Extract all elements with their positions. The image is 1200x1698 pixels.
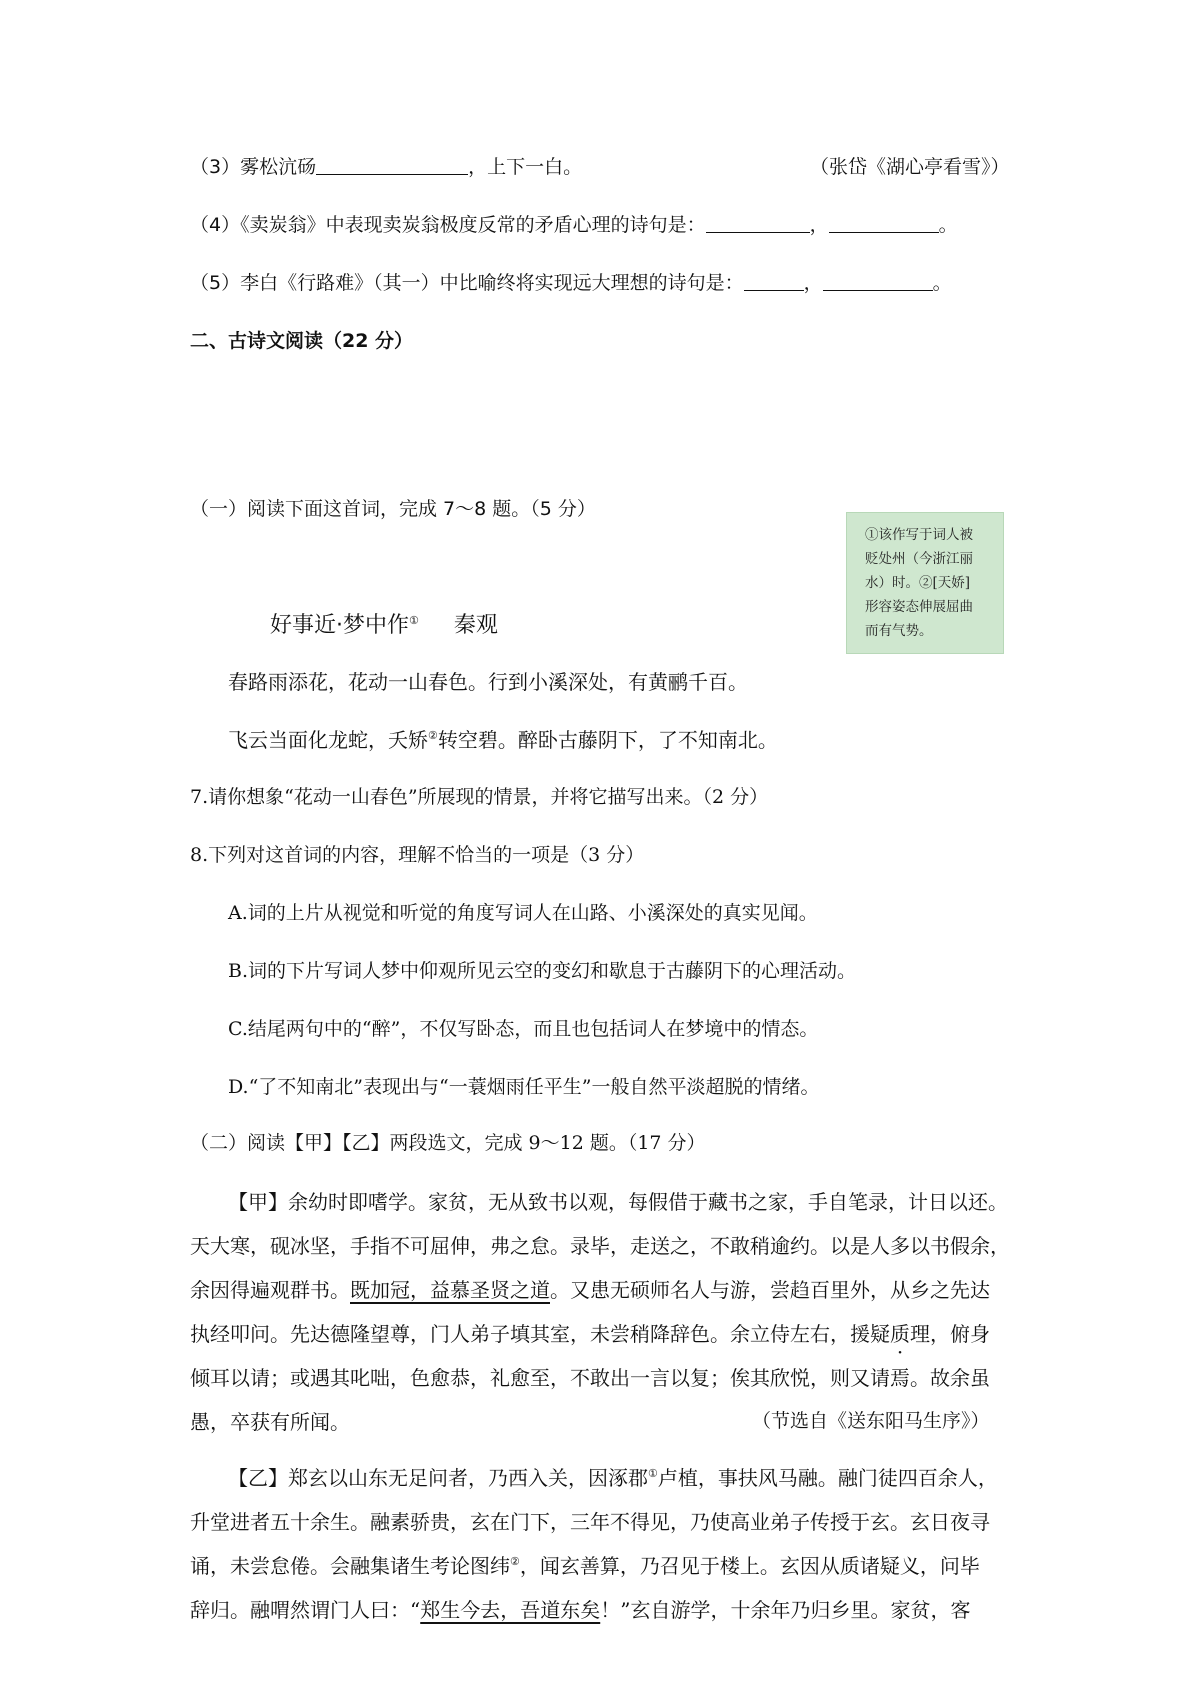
part2-intro: （二）阅读【甲】【乙】两段选文，完成 9～12 题。（17 分） (190, 1132, 706, 1154)
footnote-line: 形容姿态伸展屈曲 (865, 599, 973, 615)
jia-text: 。又患无硕师名人与游，尝趋百里外，从乡之先达 (550, 1278, 990, 1302)
jia-line: 天大寒，砚冰坚，手指不可屈伸，弗之怠。录毕，走送之，不敢稍逾约。以是人多以书假余， (190, 1234, 1010, 1258)
underlined-sentence: 既加冠，益慕圣贤之道 (350, 1278, 550, 1302)
verse2-part-a: 飞云当面化龙蛇，夭矫 (228, 728, 428, 752)
yi-note: ② (510, 1555, 520, 1568)
item4-end: 。 (938, 214, 958, 236)
poem-title-note: ① (409, 614, 419, 627)
option-c[interactable]: C.结尾两句中的“醉”，不仅写卧态，而且也包括词人在梦境中的情态。 (228, 1018, 819, 1040)
option-d[interactable]: D.“了不知南北”表现出与“一蓑烟雨任平生”一般自然平淡超脱的情绪。 (228, 1076, 820, 1098)
fill-item-5 (190, 268, 952, 295)
yi-line (228, 1462, 998, 1491)
yi-line (190, 1594, 970, 1623)
answer-blank[interactable] (706, 212, 810, 233)
yi-line: 升堂进者五十余生。融素骄贵，玄在门下，三年不得见，乃使高业弟子传授于玄。玄日夜寻 (190, 1510, 990, 1534)
footnote-line: 贬处州（今浙江丽 (865, 551, 973, 567)
jia-line: 倾耳以请；或遇其叱咄，色愈恭，礼愈至，不敢出一言以复；俟其欣悦，则又请焉。故余虽 (190, 1366, 990, 1390)
fill-item-3 (190, 152, 582, 179)
jia-text: 余因得遍观群书。 (190, 1278, 350, 1302)
item4-prefix: （4）《卖炭翁》中表现卖炭翁极度反常的矛盾心理的诗句是： (190, 214, 706, 236)
yi-text: 诵，未尝怠倦。会融集诸生考论图纬 (190, 1554, 510, 1578)
option-a[interactable]: A.词的上片从视觉和听觉的角度写词人在山路、小溪深处的真实见闻。 (228, 902, 818, 924)
underlined-sentence: 郑生今去，吾道东矣 (420, 1598, 601, 1622)
item3-suffix: ，上下一白。 (468, 156, 583, 178)
yi-text: ，闻玄善算，乃召见于楼上。玄因从质诸疑义，问毕 (519, 1554, 980, 1578)
verse2-part-b: 转空碧。醉卧古藤阴下，了不知南北。 (437, 728, 778, 752)
yi-text: 辞归。融喟然谓门人曰：“ (190, 1598, 421, 1622)
jia-text: 执经叩问。先达德隆望尊，门人弟子填其室，未尝稍降辞色。余立侍左右，援疑 (190, 1322, 890, 1346)
jia-line: 【甲】余幼时即嗜学。家贫，无从致书以观，每假借于藏书之家，手自笔录，计日以还。 (228, 1190, 1008, 1214)
yi-text: ！”玄自游学，十余年乃归乡里。家贫，客 (600, 1598, 971, 1622)
part1-intro: （一）阅读下面这首词，完成 7～8 题。（5 分） (190, 498, 596, 520)
footnote-box (846, 512, 1004, 654)
item5-prefix: （5）李白《行路难》（其一）中比喻终将实现远大理想的诗句是： (190, 272, 744, 294)
footnote-line: ①该作写于词人被 (865, 527, 973, 543)
poem-verse-1: 春路雨添花，花动一山春色。行到小溪深处，有黄鹂千百。 (228, 670, 748, 694)
jia-line (190, 1318, 990, 1347)
section-title: 二、古诗文阅读（22 分） (190, 330, 414, 352)
footnote-line: 水）时。②[天娇] (865, 575, 971, 591)
option-b[interactable]: B.词的下片写词人梦中仰观所见云空的变幻和歇息于古藤阴下的心理活动。 (228, 960, 857, 982)
answer-blank[interactable] (744, 270, 804, 291)
question-7: 7.请你想象“花动一山春色”所展现的情景，并将它描写出来。（2 分） (190, 786, 769, 808)
yi-line (190, 1550, 980, 1579)
footnote-line: 而有气势。 (865, 623, 933, 639)
answer-blank[interactable] (316, 154, 468, 175)
jia-line (190, 1274, 990, 1303)
question-8: 8.下列对这首词的内容，理解不恰当的一项是（3 分） (190, 844, 645, 866)
verse2-note: ② (428, 729, 438, 742)
poem-heading (270, 608, 498, 639)
item3-prefix: （3）雾松沆砀 (190, 156, 317, 178)
item4-sep: ， (809, 214, 829, 236)
fill-item-4 (190, 210, 958, 237)
item5-sep: ， (803, 272, 823, 294)
dotted-word: 质 (890, 1322, 910, 1346)
poem-verse-2 (228, 724, 778, 753)
poem-author: 秦观 (453, 613, 498, 638)
poem-title: 好事近·梦中作 (270, 613, 409, 638)
yi-text: 【乙】郑玄以山东无足问者，乃西入关，因涿郡 (228, 1466, 648, 1490)
answer-blank[interactable] (829, 212, 939, 233)
jia-text: 理，俯身 (910, 1322, 990, 1346)
yi-text: 卢植，事扶风马融。融门徒四百余人， (657, 1466, 998, 1490)
item3-source: （张岱《湖心亭看雪》） (810, 156, 1010, 178)
jia-source: （节选自《送东阳马生序》） (752, 1410, 990, 1432)
jia-line: 愚，卒获有所闻。 (190, 1410, 350, 1434)
yi-note: ① (648, 1467, 658, 1480)
answer-blank[interactable] (823, 270, 933, 291)
item5-end: 。 (932, 272, 952, 294)
